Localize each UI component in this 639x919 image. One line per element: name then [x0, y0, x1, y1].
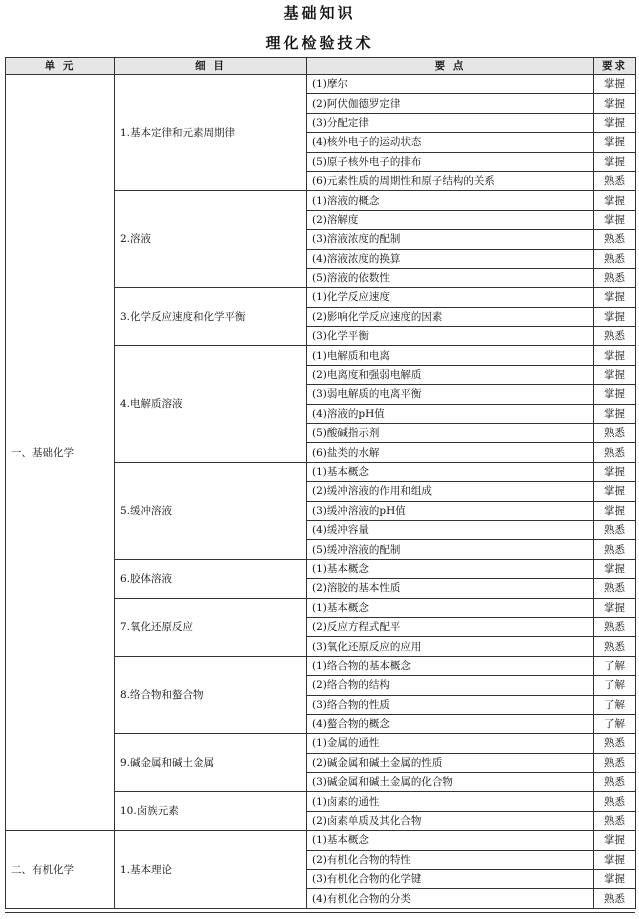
requirement-cell: 了解 [594, 676, 636, 695]
detail-cell: 3.化学反应速度和化学平衡 [115, 288, 307, 346]
point-cell: (1)化学反应速度 [307, 288, 594, 307]
point-cell: (3)碱金属和碱土金属的化合物 [307, 773, 594, 792]
detail-cell: 1.基本理论 [115, 831, 307, 909]
requirement-cell: 掌握 [594, 113, 636, 132]
table-bottom-rule [5, 912, 635, 913]
syllabus-table [5, 57, 636, 909]
detail-cell: 1.基本定律和元素周期律 [115, 75, 307, 191]
requirement-cell: 熟悉 [594, 889, 636, 908]
requirement-cell: 了解 [594, 695, 636, 714]
point-cell: (1)溶液的概念 [307, 191, 594, 210]
point-cell: (2)有机化合物的特性 [307, 850, 594, 869]
requirement-cell: 熟悉 [594, 268, 636, 287]
detail-cell: 9.碱金属和碱土金属 [115, 734, 307, 792]
page-title: 基础知识 [283, 4, 356, 22]
point-cell: (6)盐类的水解 [307, 443, 594, 462]
detail-cell: 7.氧化还原反应 [115, 598, 307, 656]
point-cell: (4)缓冲容量 [307, 520, 594, 539]
point-cell: (2)缓冲溶液的作用和组成 [307, 482, 594, 501]
point-cell: (5)原子核外电子的排布 [307, 152, 594, 171]
requirement-cell: 掌握 [594, 850, 636, 869]
requirement-cell: 掌握 [594, 482, 636, 501]
requirement-cell: 掌握 [594, 501, 636, 520]
point-cell: (3)分配定律 [307, 113, 594, 132]
requirement-cell: 掌握 [594, 191, 636, 210]
requirement-cell: 熟悉 [594, 230, 636, 249]
point-cell: (3)化学平衡 [307, 327, 594, 346]
requirement-cell: 熟悉 [594, 753, 636, 772]
requirement-cell: 熟悉 [594, 443, 636, 462]
requirement-cell: 掌握 [594, 365, 636, 384]
point-cell: (2)溶解度 [307, 210, 594, 229]
detail-cell: 5.缓冲溶液 [115, 462, 307, 559]
point-cell: (5)溶液的依数性 [307, 268, 594, 287]
point-cell: (4)溶液的pH值 [307, 404, 594, 423]
requirement-cell: 熟悉 [594, 171, 636, 190]
point-cell: (4)溶液浓度的换算 [307, 249, 594, 268]
requirement-cell: 掌握 [594, 133, 636, 152]
requirement-cell: 掌握 [594, 462, 636, 481]
requirement-cell: 熟悉 [594, 540, 636, 559]
point-cell: (1)基本概念 [307, 462, 594, 481]
point-cell: (6)元素性质的周期性和原子结构的关系 [307, 171, 594, 190]
requirement-cell: 熟悉 [594, 327, 636, 346]
point-cell: (2)阿伏伽德罗定律 [307, 94, 594, 113]
point-cell: (3)溶液浓度的配制 [307, 230, 594, 249]
requirement-cell: 掌握 [594, 346, 636, 365]
point-cell: (1)金属的通性 [307, 734, 594, 753]
requirement-cell: 熟悉 [594, 792, 636, 811]
point-cell: (2)卤素单质及其化合物 [307, 811, 594, 830]
table-header-row [6, 58, 636, 75]
table-row [6, 75, 636, 94]
point-cell: (4)螯合物的概念 [307, 714, 594, 733]
point-cell: (2)络合物的结构 [307, 676, 594, 695]
requirement-cell: 掌握 [594, 831, 636, 850]
requirement-cell: 熟悉 [594, 637, 636, 656]
requirement-cell: 熟悉 [594, 773, 636, 792]
point-cell: (1)电解质和电离 [307, 346, 594, 365]
point-cell: (3)缓冲溶液的pH值 [307, 501, 594, 520]
point-cell: (3)有机化合物的化学键 [307, 870, 594, 889]
requirement-cell: 掌握 [594, 404, 636, 423]
requirement-cell: 掌握 [594, 288, 636, 307]
header-detail: 细 目 [115, 58, 307, 75]
requirement-cell: 熟悉 [594, 249, 636, 268]
requirement-cell: 掌握 [594, 94, 636, 113]
requirement-cell: 掌握 [594, 870, 636, 889]
page-subtitle: 理化检验技术 [265, 34, 374, 52]
point-cell: (1)摩尔 [307, 75, 594, 94]
requirement-cell: 掌握 [594, 307, 636, 326]
header-point: 要 点 [307, 58, 594, 75]
point-cell: (5)缓冲溶液的配制 [307, 540, 594, 559]
point-cell: (1)基本概念 [307, 598, 594, 617]
point-cell: (3)弱电解质的电离平衡 [307, 385, 594, 404]
detail-cell: 8.络合物和螯合物 [115, 656, 307, 734]
requirement-cell: 掌握 [594, 210, 636, 229]
point-cell: (2)反应方程式配平 [307, 617, 594, 636]
point-cell: (1)基本概念 [307, 831, 594, 850]
requirement-cell: 熟悉 [594, 424, 636, 443]
requirement-cell: 掌握 [594, 75, 636, 94]
table-body [6, 75, 636, 909]
point-cell: (1)络合物的基本概念 [307, 656, 594, 675]
header-unit: 单 元 [6, 58, 115, 75]
requirement-cell: 熟悉 [594, 579, 636, 598]
requirement-cell: 掌握 [594, 385, 636, 404]
header-requirement: 要求 [594, 58, 636, 75]
requirement-cell: 了解 [594, 714, 636, 733]
requirement-cell: 掌握 [594, 598, 636, 617]
requirement-cell: 掌握 [594, 152, 636, 171]
unit-cell: 二、有机化学 [6, 831, 115, 909]
requirement-cell: 熟悉 [594, 617, 636, 636]
detail-cell: 6.胶体溶液 [115, 559, 307, 598]
point-cell: (4)核外电子的运动状态 [307, 133, 594, 152]
point-cell: (2)电离度和强弱电解质 [307, 365, 594, 384]
requirement-cell: 掌握 [594, 559, 636, 578]
point-cell: (2)碱金属和碱土金属的性质 [307, 753, 594, 772]
point-cell: (3)络合物的性质 [307, 695, 594, 714]
requirement-cell: 熟悉 [594, 811, 636, 830]
detail-cell: 2.溶液 [115, 191, 307, 288]
unit-cell: 一、基础化学 [6, 75, 115, 831]
point-cell: (1)卤素的通性 [307, 792, 594, 811]
point-cell: (4)有机化合物的分类 [307, 889, 594, 908]
detail-cell: 4.电解质溶液 [115, 346, 307, 462]
point-cell: (5)酸碱指示剂 [307, 424, 594, 443]
table-row [6, 831, 636, 850]
point-cell: (1)基本概念 [307, 559, 594, 578]
point-cell: (3)氧化还原反应的应用 [307, 637, 594, 656]
requirement-cell: 了解 [594, 656, 636, 675]
requirement-cell: 熟悉 [594, 520, 636, 539]
point-cell: (2)影响化学反应速度的因素 [307, 307, 594, 326]
detail-cell: 10.卤族元素 [115, 792, 307, 831]
requirement-cell: 熟悉 [594, 734, 636, 753]
point-cell: (2)溶胶的基本性质 [307, 579, 594, 598]
